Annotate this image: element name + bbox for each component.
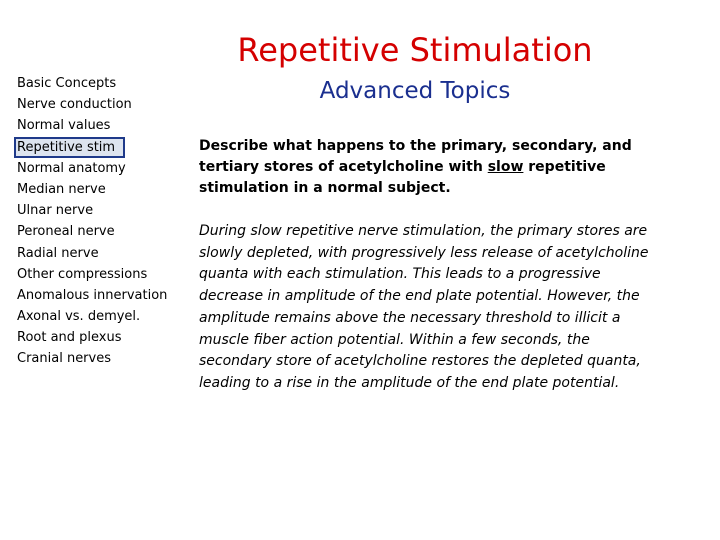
sidebar-item-peroneal-nerve[interactable]: Peroneal nerve: [17, 224, 115, 240]
sidebar-item-radial-nerve[interactable]: Radial nerve: [17, 245, 99, 261]
sidebar-item-basic-concepts[interactable]: Basic Concepts: [17, 76, 117, 91]
sidebar-item-other-compressions[interactable]: Other compressions: [17, 266, 148, 282]
question-emphasis: slow: [487, 159, 524, 175]
sidebar-item-median-nerve[interactable]: Median nerve: [17, 181, 106, 197]
sidebar-item-cranial-nerves[interactable]: Cranial nerves: [17, 351, 111, 367]
sidebar-item-axonal-vs-demyel[interactable]: Axonal vs. demyel.: [17, 309, 141, 325]
answer-text: During slow repetitive nerve stimulation, the primary stores are slowly depleted, with progressively less release of acetylcholine quanta with each stimulation. This leads to a progressive decrease in amplitude of the end plate potential. However, the amplitude remains above the necessary threshold to illicit a muscle fiber action potential. Within a few seconds, the secondary store of acetylcholine restores the depleted quanta, leading to a rise in the amplitude of the end plate potential.: [199, 223, 649, 391]
sidebar-item-repetitive-stim[interactable]: Repetitive stim: [14, 137, 125, 158]
sidebar-nav: [14, 73, 184, 370]
sidebar-item-normal-values[interactable]: Normal values: [17, 118, 111, 134]
sidebar-item-anomalous-innervation[interactable]: Anomalous innervation: [17, 287, 168, 303]
question-text: [199, 136, 654, 199]
page-title: Repetitive Stimulation: [237, 31, 593, 69]
question-text-before: Describe what happens to the primary, secondary, and tertiary stores of acetylcholine with: [199, 138, 632, 175]
page-subtitle: Advanced Topics: [319, 78, 511, 104]
sidebar-item-nerve-conduction[interactable]: Nerve conduction: [17, 97, 132, 113]
question-text-after: repetitive stimulation in a normal subject.: [199, 159, 606, 196]
sidebar-item-normal-anatomy[interactable]: Normal anatomy: [17, 160, 126, 176]
sidebar-item-root-and-plexus[interactable]: Root and plexus: [17, 330, 122, 346]
sidebar-item-ulnar-nerve[interactable]: Ulnar nerve: [17, 203, 94, 219]
